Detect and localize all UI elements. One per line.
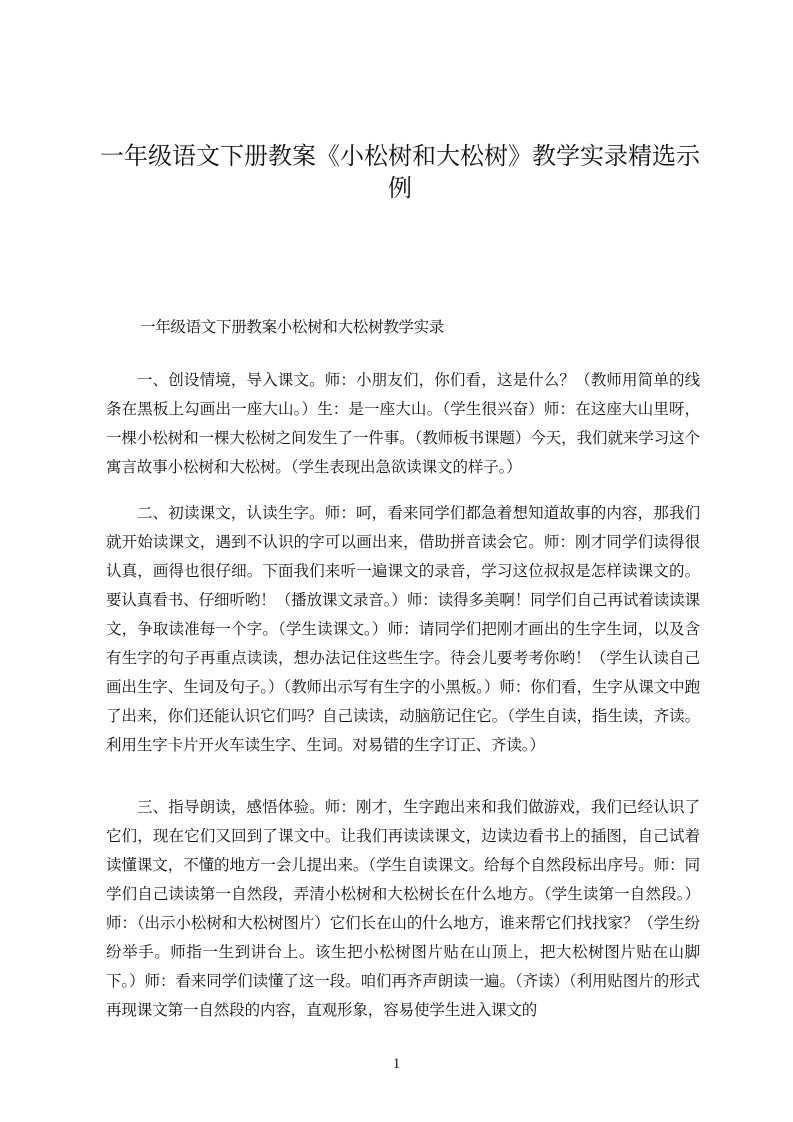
document-subtitle: 一年级语文下册教案小松树和大松树教学实录: [140, 318, 445, 336]
page-number: 1: [392, 1056, 401, 1072]
document-title: 一年级语文下册教案《小松树和大松树》教学实录精选示例: [100, 142, 700, 202]
paragraph-1: 一、创设情境，导入课文。师：小朋友们，你们看，这是什么？（教师用简单的线条在黑板上勾画出一座大山。）生：是一座大山。（学生很兴奋）师：在这座大山里呀，一棵小松树和一棵大松树之间发生了一件事。（教师板书课题）今天，我们就来学习这个寓言故事小松树和大松树。（学生表现出急欲读课文的样子。）: [106, 371, 700, 476]
paragraph-3: 三、指导朗读，感悟体验。师：刚才，生字跑出来和我们做游戏，我们已经认识了它们，现在它们又回到了课文中。让我们再读读课文，边读边看书上的插图，自己试着读懂课文，不懂的地方一会儿提出来。（学生自读课文。给每个自然段标出序号。师：同学们自己读读第一自然段，弄清小松树和大松树长在什么地方。（学生读第一自然段。）师：（出示小松树和大松树图片）它们长在山的什么地方，谁来帮它们找找家？（学生纷纷举手。师指一生到讲台上。该生把小松树图片贴在山顶上，把大松树图片贴在山脚下。）师：看来同学们读懂了这一段。咱们再齐声朗读一遍。（齐读）（利用贴图片的形式再现课文第一自然段的内容，直观形象，容易使学生进入课文的: [106, 798, 700, 1019]
paragraph-2: 二、初读课文，认读生字。师：呵，看来同学们都急着想知道故事的内容，那我们就开始读课文，遇到不认识的字可以画出来，借助拼音读会它。师：刚才同学们读得很认真，画得也很仔细。下面我们来听一遍课文的录音，学习这位叔叔是怎样读课文的。要认真看书、仔细听哟！（播放课文录音。）师：读得多美啊！同学们自己再试着读读课文，争取读准每一个字。（学生读课文。）师：请同学们把刚才画出的生字生词，以及含有生字的句子再重点读读，想办法记住这些生字。待会儿要考考你哟！（学生认读自己画出生字、生词及句子。）（教师出示写有生字的小黑板。）师：你们看，生字从课文中跑了出来，你们还能认识它们吗？自己读读，动脑筋记住它。（学生自读，指生读，齐读。利用生字卡片开火车读生字、生词。对易错的生字订正、齐读。）: [106, 504, 700, 754]
